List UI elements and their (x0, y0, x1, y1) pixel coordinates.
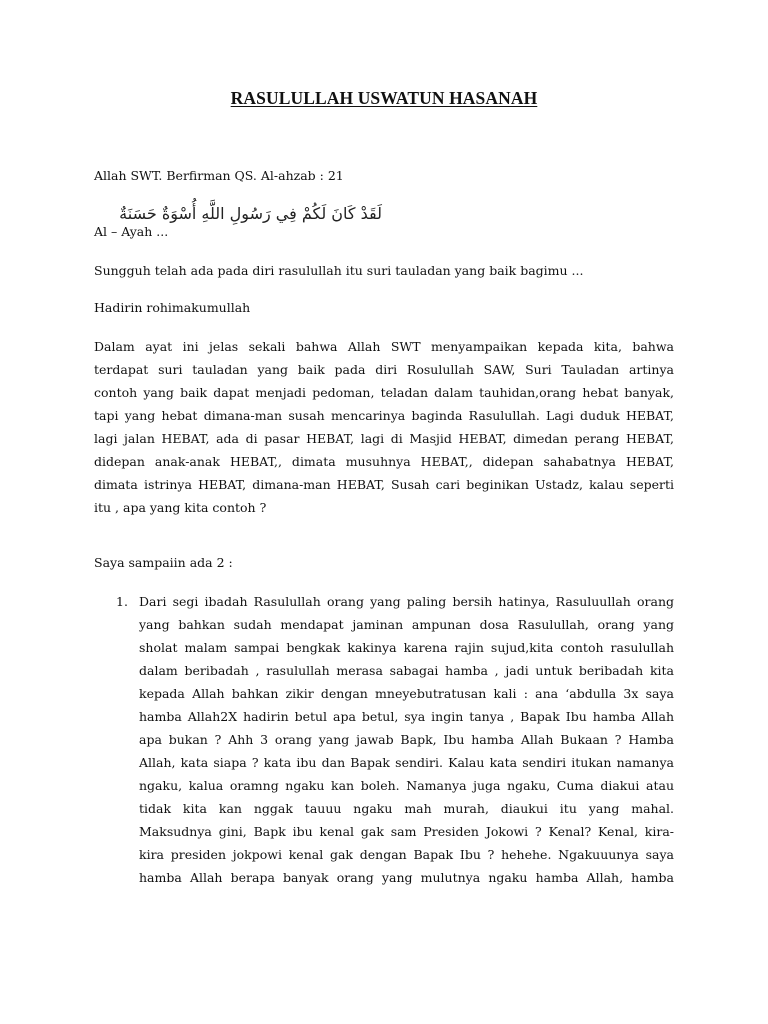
list-item-number: 1. (116, 594, 128, 609)
list-line: kepada Allah bahkan zikir dengan mneyebutratusan kali : ana ‘abdulla 3x saya (139, 686, 674, 701)
list-line: kira presiden jokpowi kenal gak dengan Bapak Ibu ? hehehe. Ngakuuunya saya (139, 847, 674, 862)
paragraph-line: Dalam ayat ini jelas sekali bahwa Allah SWT menyampaikan kepada kita, bahwa (94, 339, 674, 354)
intro-line: Allah SWT. Berfirman QS. Al-ahzab : 21 (94, 168, 344, 183)
main-paragraph (94, 335, 674, 519)
list-line: sholat malam sampai bengkak kakinya karena rajin sujud,kita contoh rasulullah (139, 640, 674, 655)
paragraph-line: contoh yang baik dapat menjadi pedoman, teladan dalam tauhidan,orang hebat banyak, (94, 385, 674, 400)
list-line: tidak kita kan nggak tauuu ngaku mah murah, diaukui itu yang mahal. (139, 801, 674, 816)
ayah-arabic-text: لَقَدْ كَانَ لَكُمْ فِي رَسُولِ اللَّهِ أُسْوَةٌ حَسَنَةٌ (119, 204, 382, 223)
list-line: dalam beribadah , rasulullah merasa sabagai hamba , jadi untuk beribadah kita (139, 663, 674, 678)
list-line: ngaku, kalua oramng ngaku kan boleh. Namanya juga ngaku, Cuma diakui atau (139, 778, 674, 793)
ayah-label: Al – Ayah ... (94, 224, 169, 239)
paragraph-line: dimata istrinya HEBAT, dimana-man HEBAT, Susah cari beginikan Ustadz, kalau seperti (94, 477, 674, 492)
greeting-line: Hadirin rohimakumullah (94, 300, 251, 315)
list-line: hamba Allah berapa banyak orang yang mulutnya ngaku hamba Allah, hamba (139, 870, 674, 885)
list-line: apa bukan ? Ahh 3 orang yang jawab Bapk, Ibu hamba Allah Bukaan ? Hamba (139, 732, 674, 747)
translation-line: Sungguh telah ada pada diri rasulullah itu suri tauladan yang baik bagimu ... (94, 263, 584, 278)
paragraph-line: itu , apa yang kita contoh ? (94, 500, 267, 515)
list-line: Maksudnya gini, Bapk ibu kenal gak sam Presiden Jokowi ? Kenal? Kenal, kira- (139, 824, 674, 839)
paragraph-line: terdapat suri tauladan yang baik pada diri Rosulullah SAW, Suri Tauladan artinya (94, 362, 674, 377)
paragraph-line: didepan anak-anak HEBAT,, dimata musuhnya HEBAT,, didepan sahabatnya HEBAT, (94, 454, 674, 469)
list-intro: Saya sampaiin ada 2 : (94, 555, 233, 570)
list-line: hamba Allah2X hadirin betul apa betul, sya ingin tanya , Bapak Ibu hamba Allah (139, 709, 674, 724)
paragraph-line: tapi yang hebat dimana-man susah mencarinya baginda Rasulullah. Lagi duduk HEBAT, (94, 408, 674, 423)
list-item-text (139, 590, 674, 889)
list-line: Dari segi ibadah Rasulullah orang yang paling bersih hatinya, Rasuluullah orang (139, 594, 674, 609)
document-title: RASULULLAH USWATUN HASANAH (230, 88, 538, 108)
list-line: Allah, kata siapa ? kata ibu dan Bapak sendiri. Kalau kata sendiri itukan namanya (139, 755, 674, 770)
paragraph-line: lagi jalan HEBAT, ada di pasar HEBAT, lagi di Masjid HEBAT, dimedan perang HEBAT, (94, 431, 674, 446)
list-line: yang bahkan sudah mendapat jaminan ampunan dosa Rasulullah, orang yang (139, 617, 674, 632)
